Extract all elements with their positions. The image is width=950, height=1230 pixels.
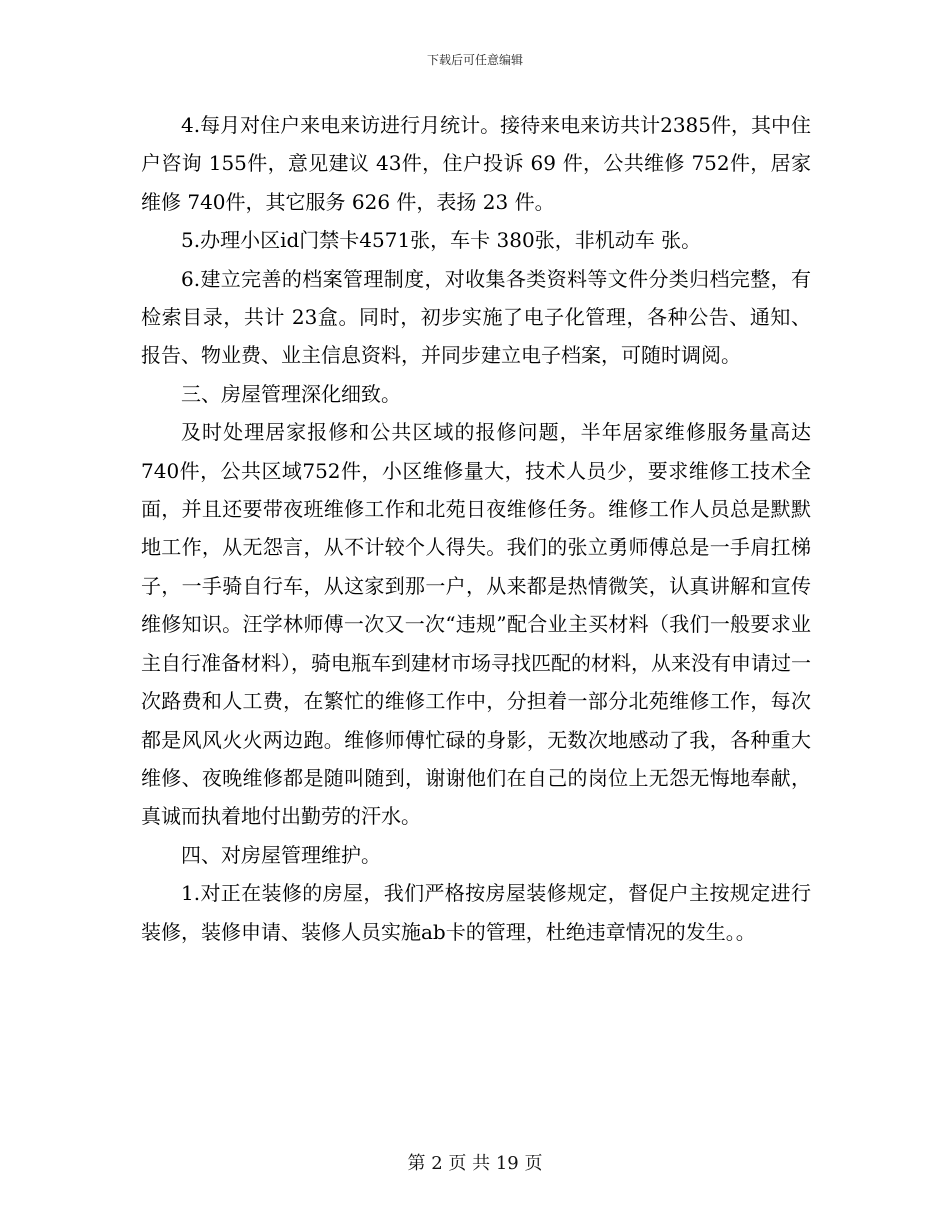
paragraph-maintenance: 及时处理居家报修和公共区域的报修问题，半年居家维修服务量高达 740件，公共区域752件，小区维修量大，技术人员少，要求维修工技术全面，并且还要带夜班维修工作和北苑日夜维修任务。维修工作人员总是默默地工作，从无怨言，从不计较个人得失。我们的张立勇师傅总是一手肩扛梯子，一手骑自行车，从这家到那一户，从来都是热情微笑，认真讲解和宣传维修知识。汪学林师傅一次又一次“违规”配合业主买材料（我们一般要求业主自行准备材料），骑电瓶车到建材市场寻找匹配的材料，从来没有申请过一次路费和人工费，在繁忙的维修工作中，分担着一部分北苑维修工作，每次都是风风火火两边跑。维修师傅忙碌的身影，无数次地感动了我，各种重大维修、夜晚维修都是随叫随到，谢谢他们在自己的岗位上无怨无悔地奉献，真诚而执着地付出勤劳的汗水。 [141, 420, 811, 829]
section-heading-3: 三、房屋管理深化细致。 [181, 381, 401, 406]
section-heading-4: 四、对房屋管理维护。 [181, 842, 381, 867]
document-body [141, 106, 811, 951]
paragraph-item-6: 6.建立完善的档案管理制度，对收集各类资料等文件分类归档完整，有检索目录，共计 23盒。同时，初步实施了电子化管理，各种公告、通知、报告、物业费、业主信息资料，并同步建立电子档案，可随时调阅。 [141, 266, 811, 368]
paragraph-item-4: 4.每月对住户来电来访进行月统计。接待来电来访共计2385件，其中住户咨询 155件，意见建议 43件，住户投诉 69 件，公共维修 752件，居家维修 740件，其它服务 626 件，表扬 23 件。 [141, 113, 811, 214]
paragraph-renovation: 1.对正在装修的房屋，我们严格按房屋装修规定，督促户主按规定进行装修，装修申请、装修人员实施ab卡的管理，杜绝违章情况的发生。。 [141, 881, 811, 944]
page-footer: 第 2 页 共 19 页 [407, 1153, 543, 1174]
page-header: 下载后可任意编辑 [426, 53, 523, 67]
paragraph-item-5: 5.办理小区id门禁卡4571张，车卡 380张，非机动车 张。 [181, 228, 702, 253]
